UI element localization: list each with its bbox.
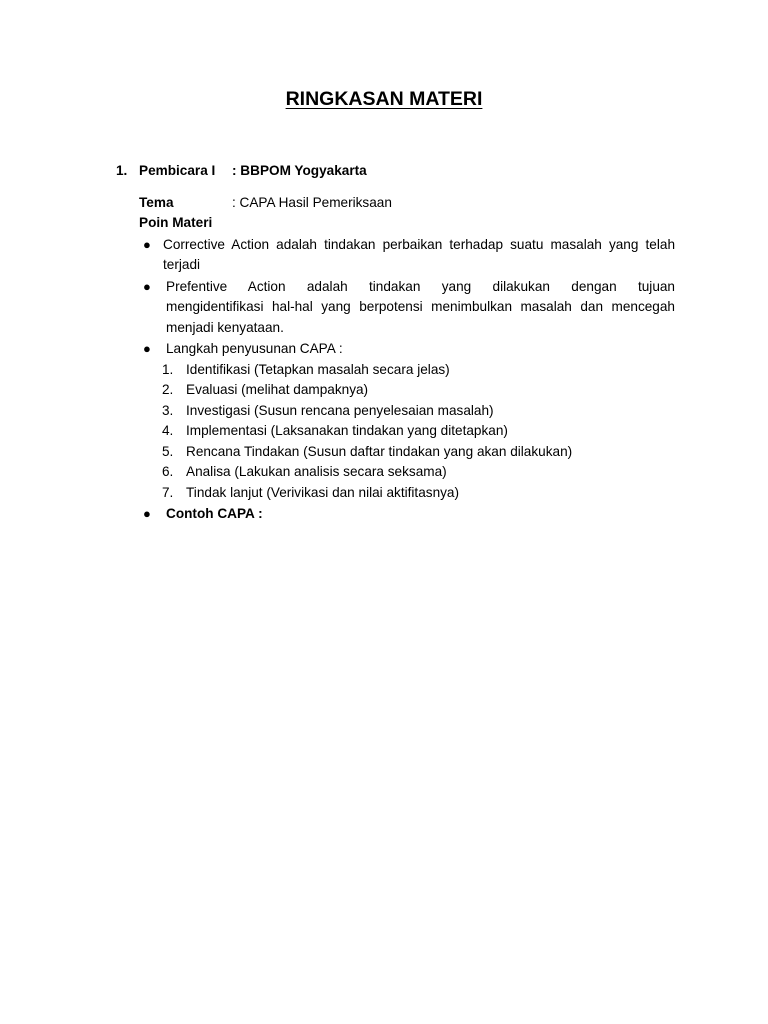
title-text: RINGKASAN MATERI	[285, 88, 483, 110]
step-number: 2.	[162, 382, 174, 397]
step-text: Analisa (Lakukan analisis secara seksama)	[186, 464, 447, 479]
step-text: Rencana Tindakan (Susun daftar tindakan yang akan dilakukan)	[186, 444, 573, 459]
bullet-2-line-2: mengidentifikasi hal-hal yang berpotensi menimbulkan masalah dan mencegah	[166, 299, 675, 314]
step-text: Identifikasi (Tetapkan masalah secara jelas)	[186, 362, 450, 377]
bullet-icon: ●	[143, 341, 151, 356]
bullet-3-line-1: Langkah penyusunan CAPA :	[166, 341, 343, 356]
item-number: 1.	[116, 163, 128, 178]
step-number: 1.	[162, 362, 174, 377]
step-text: Implementasi (Laksanakan tindakan yang ditetapkan)	[186, 423, 508, 438]
step-number: 5.	[162, 444, 174, 459]
page-title	[0, 88, 768, 111]
bullet-2-line-1: Prefentive Action adalah tindakan yang dilakukan dengan tujuan	[166, 279, 675, 294]
bullet-2-line-3: menjadi kenyataan.	[166, 320, 284, 335]
speaker-value: : BBPOM Yogyakarta	[232, 163, 367, 178]
bullet-icon: ●	[143, 279, 151, 294]
step-number: 3.	[162, 403, 174, 418]
step-text: Investigasi (Susun rencana penyelesaian masalah)	[186, 403, 494, 418]
theme-value: : CAPA Hasil Pemeriksaan	[232, 195, 392, 210]
step-text: Evaluasi (melihat dampaknya)	[186, 382, 369, 397]
bullet-4-line-1: Contoh CAPA :	[166, 506, 263, 521]
step-number: 7.	[162, 485, 174, 500]
step-text: Tindak lanjut (Verivikasi dan nilai aktifitasnya)	[186, 485, 460, 500]
bullet-icon: ●	[143, 506, 151, 521]
bullet-icon: ●	[143, 237, 151, 252]
points-label: Poin Materi	[139, 215, 213, 230]
bullet-1-line-1: Corrective Action adalah tindakan perbaikan terhadap suatu masalah yang telah	[163, 237, 675, 252]
theme-label: Tema	[139, 195, 174, 210]
step-number: 4.	[162, 423, 174, 438]
step-number: 6.	[162, 464, 174, 479]
speaker-label: Pembicara I	[139, 163, 216, 178]
bullet-1-line-2: terjadi	[163, 257, 201, 272]
